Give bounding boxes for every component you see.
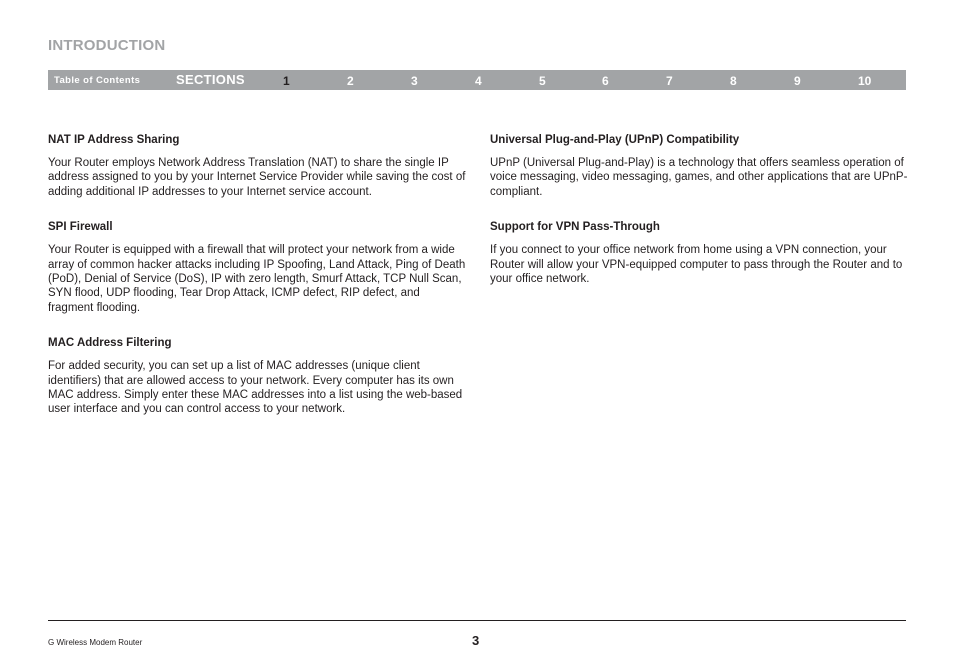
section-link-10[interactable]: 10 bbox=[858, 74, 872, 88]
section-link-2[interactable]: 2 bbox=[347, 74, 354, 88]
mac-filtering-paragraph: For added security, you can set up a list of MAC addresses (unique client identifiers) that are allowed access to your network. Every computer has its own MAC address. Simply enter these MAC addresses into a list using the web-based user interface and you can control access to your network. bbox=[48, 360, 463, 416]
section-nav-bar bbox=[48, 70, 906, 90]
upnp-paragraph: UPnP (Universal Plug-and-Play) is a technology that offers seamless operation of voice messaging, video messaging, games, and other applications that are UPnP-compliant. bbox=[490, 157, 908, 198]
footer-product-name: G Wireless Modem Router bbox=[48, 638, 143, 647]
section-link-7[interactable]: 7 bbox=[666, 74, 673, 88]
section-title: INTRODUCTION bbox=[48, 37, 166, 54]
page-number: 3 bbox=[472, 633, 480, 648]
section-link-5[interactable]: 5 bbox=[539, 74, 546, 88]
nat-heading: NAT IP Address Sharing bbox=[48, 134, 180, 146]
footer-divider bbox=[48, 620, 906, 621]
left-column bbox=[48, 133, 466, 438]
section-link-1[interactable]: 1 bbox=[283, 74, 290, 88]
spi-firewall-paragraph: Your Router is equipped with a firewall that will protect your network from a wide array of common hacker attacks including IP Spoofing, Land Attack, Ping of Death (PoD), Denial of Service (DoS), IP with zero length, Smurf Attack, TCP Null Scan, SYN flood, UDP flooding, Tear Drop Attack, ICMP defect, RIP defect, and fragment flooding. bbox=[48, 244, 466, 314]
upnp-heading: Universal Plug-and-Play (UPnP) Compatibility bbox=[490, 134, 740, 146]
section-link-4[interactable]: 4 bbox=[475, 74, 482, 88]
nat-paragraph: Your Router employs Network Address Translation (NAT) to share the single IP address assigned to you by your Internet Service Provider while saving the cost of adding additional IP addresses to your Internet service account. bbox=[48, 157, 466, 198]
vpn-paragraph: If you connect to your office network from home using a VPN connection, your Router will allow your VPN-equipped computer to pass through the Router and to your office network. bbox=[490, 244, 903, 286]
table-of-contents-link[interactable]: Table of Contents bbox=[54, 75, 141, 86]
section-link-6[interactable]: 6 bbox=[602, 74, 609, 88]
mac-filtering-heading: MAC Address Filtering bbox=[48, 337, 172, 350]
section-link-9[interactable]: 9 bbox=[794, 74, 801, 88]
vpn-heading: Support for VPN Pass-Through bbox=[490, 221, 660, 234]
spi-firewall-heading: SPI Firewall bbox=[48, 221, 113, 234]
section-link-3[interactable]: 3 bbox=[411, 74, 418, 88]
sections-label: SECTIONS bbox=[176, 72, 245, 87]
right-column bbox=[490, 133, 910, 307]
section-link-8[interactable]: 8 bbox=[730, 74, 737, 88]
